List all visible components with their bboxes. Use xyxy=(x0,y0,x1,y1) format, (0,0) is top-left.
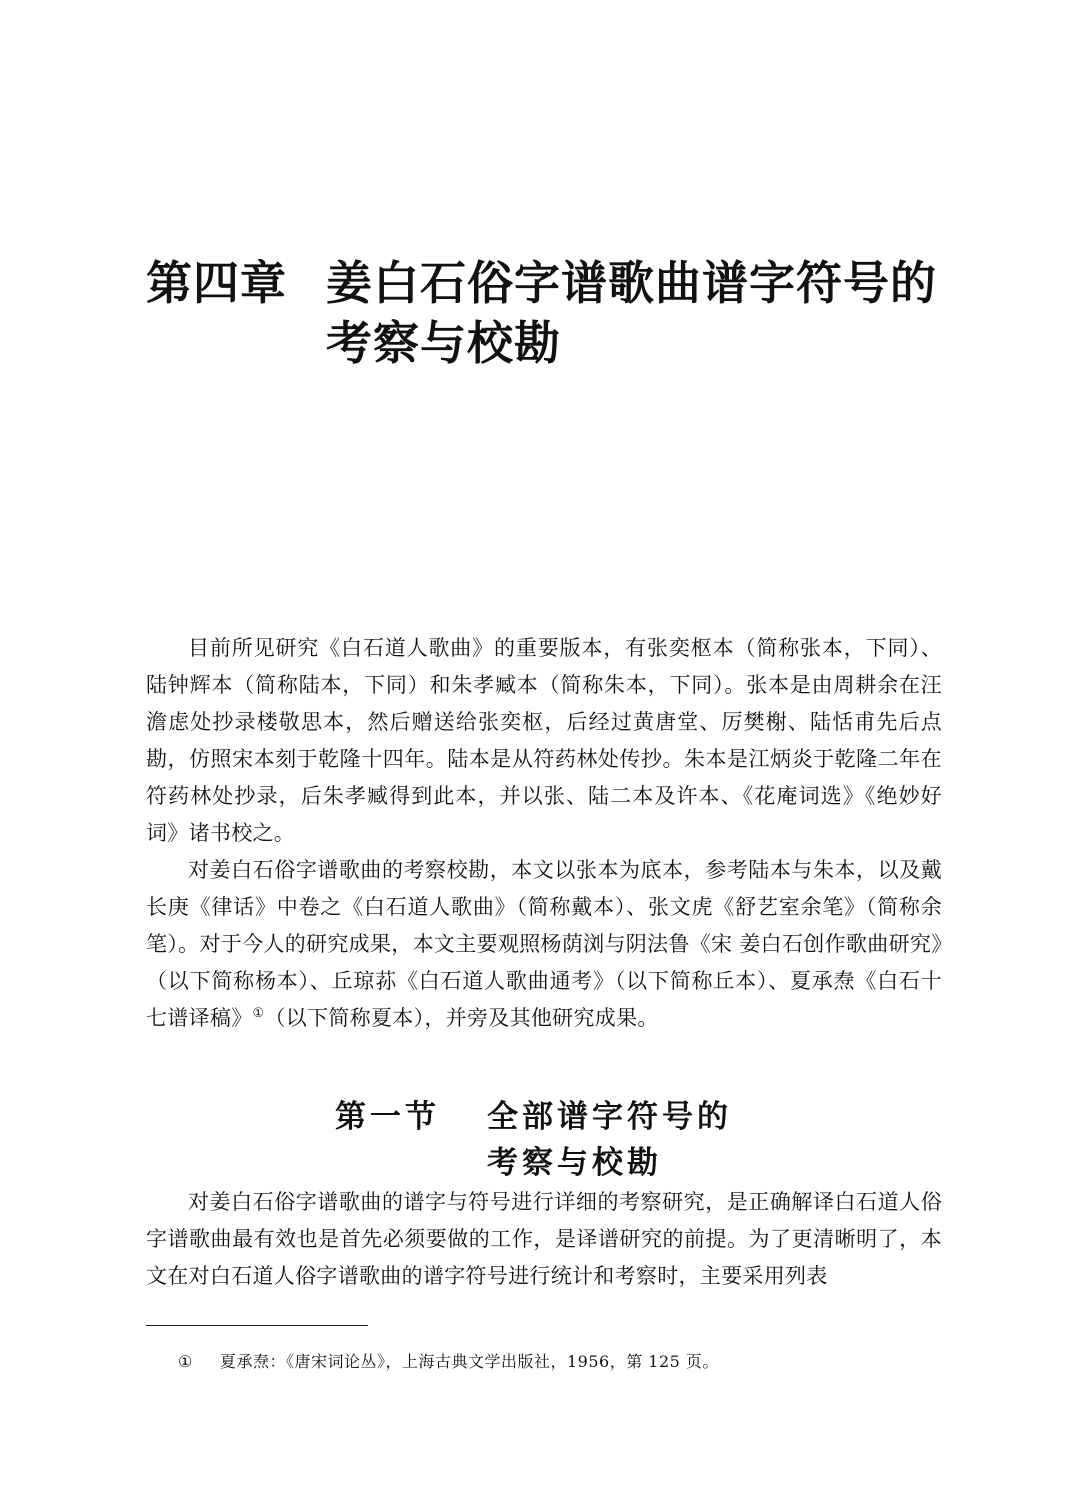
chapter-title xyxy=(146,253,966,373)
chapter-title-line1: 姜白石俗字谱歌曲谱字符号的 xyxy=(326,255,937,310)
paragraph-1: 目前所见研究《白石道人歌曲》的重要版本，有张奕枢本（简称张本，下同）、陆钟辉本（简称陆本，下同）和朱孝臧本（简称朱本，下同）。张本是由周耕余在汪澹虑处抄录楼敬思本，然后赠送给张奕枢，后经过黄唐堂、厉樊榭、陆恬甫先后点勘，仿照宋本刻于乾隆十四年。陆本是从符药林处传抄。朱本是江炳炎于乾隆二年在符药林处抄录，后朱孝臧得到此本，并以张、陆二本及许本、《花庵词选》《绝妙好词》诸书校之。 xyxy=(146,636,942,845)
section-title xyxy=(335,1094,935,1186)
intro-text xyxy=(146,630,942,1037)
paragraph-2-tail: （以下简称夏本），并旁及其他研究成果。 xyxy=(264,1006,659,1030)
chapter-title-line2: 考察与校勘 xyxy=(326,315,561,370)
paragraph-2 xyxy=(146,852,942,1037)
footnote-divider xyxy=(146,1325,368,1326)
section-number: 第一节 xyxy=(335,1098,440,1135)
paragraph-3: 对姜白石俗字谱歌曲的谱字与符号进行详细的考察研究，是正确解译白石道人俗字谱歌曲最有效也是首先必须要做的工作，是译谱研究的前提。为了更清晰明了，本文在对白石道人俗字谱歌曲的谱字符号进行统计和考察时，主要采用列表 xyxy=(146,1190,942,1288)
footnote-reference[interactable]: ① xyxy=(252,1006,265,1021)
section-text xyxy=(146,1184,942,1295)
section-title-line2: 考察与校勘 xyxy=(487,1144,662,1181)
footnote-marker: ① xyxy=(178,1352,193,1371)
footnote xyxy=(178,1350,938,1374)
footnote-text: 夏承焘：《唐宋词论丛》，上海古典文学出版社，1956，第 125 页。 xyxy=(220,1352,719,1371)
chapter-number: 第四章 xyxy=(146,255,287,310)
paragraph-2-main: 对姜白石俗字谱歌曲的考察校勘，本文以张本为底本，参考陆本与朱本，以及戴长庚《律话》中卷之《白石道人歌曲》（简称戴本）、张文虎《舒艺室余笔》（简称余笔）。对于今人的研究成果，本文主要观照杨荫浏与阴法鲁《宋 姜白石创作歌曲研究》（以下简称杨本）、丘琼荪《白石道人歌曲通考》（以下简称丘本）、夏承焘《白石十七谱译稿》 xyxy=(146,858,942,1030)
section-title-line1: 全部谱字符号的 xyxy=(487,1098,732,1135)
